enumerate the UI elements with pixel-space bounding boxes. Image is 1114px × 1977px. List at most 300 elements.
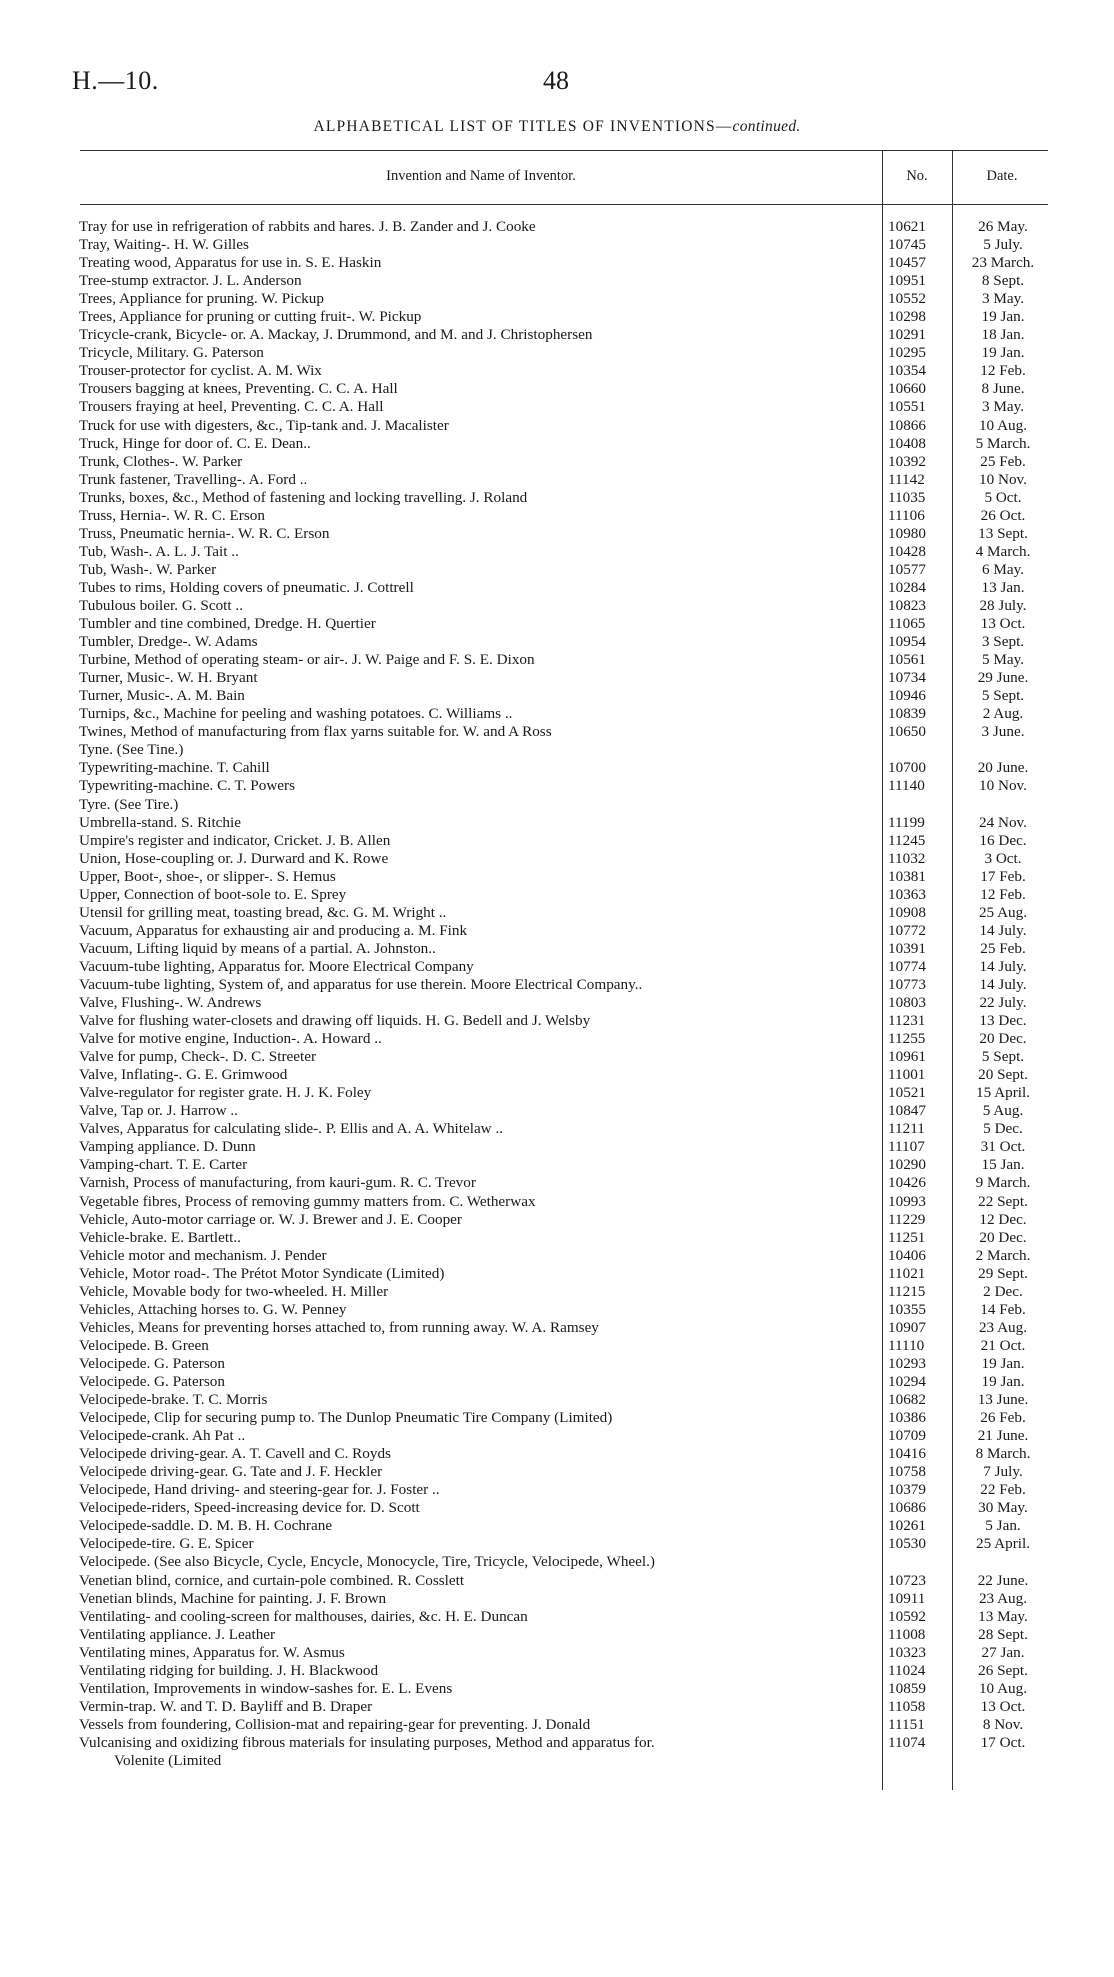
invention-date: 27 Jan.	[981, 1643, 1025, 1661]
list-item	[0, 669, 1114, 687]
list-item	[0, 705, 1114, 723]
invention-date: 19 Jan.	[981, 308, 1025, 326]
invention-title: Valves, Apparatus for calculating slide-. P. Ellis and A. A. Whitelaw ..	[79, 1120, 504, 1138]
invention-number: 11032	[888, 849, 926, 867]
invention-date: 3 Oct.	[984, 849, 1022, 867]
list-item	[0, 687, 1114, 705]
invention-number: 10290	[888, 1156, 926, 1174]
invention-date: 23 March.	[971, 254, 1035, 272]
invention-number: 11074	[888, 1733, 926, 1751]
invention-title: Trunks, boxes, &c., Method of fastening and locking travelling. J. Roland	[79, 488, 528, 506]
invention-title: Tricycle-crank, Bicycle- or. A. Mackay, J. Drummond, and M. and J. Christophersen	[79, 326, 593, 344]
invention-date: 13 Sept.	[978, 524, 1028, 542]
invention-number: 11229	[888, 1210, 926, 1228]
invention-title: Upper, Boot-, shoe-, or slipper-. S. Hemus	[79, 867, 336, 885]
invention-title: Vehicle, Movable body for two-wheeled. H. Miller	[79, 1282, 389, 1300]
list-item	[0, 796, 1114, 814]
list-item	[0, 597, 1114, 615]
list-item	[0, 435, 1114, 453]
list-item	[0, 1463, 1114, 1481]
list-item	[0, 615, 1114, 633]
invention-date: 5 Dec.	[983, 1120, 1023, 1138]
list-item	[0, 1012, 1114, 1030]
invention-number: 10391	[888, 939, 926, 957]
list-item	[0, 1427, 1114, 1445]
list-item	[0, 814, 1114, 832]
invention-title: Turner, Music-. A. M. Bain	[79, 687, 245, 705]
invention-title: Typewriting-machine. C. T. Powers	[79, 777, 296, 795]
list-item	[0, 1626, 1114, 1644]
page-title	[0, 118, 1114, 136]
invention-title: Velocipede. G. Paterson	[79, 1354, 225, 1372]
invention-title: Trunk, Clothes-. W. Parker	[79, 452, 243, 470]
invention-number: 10951	[888, 272, 926, 290]
list-item	[0, 218, 1114, 236]
invention-date: 5 July.	[983, 236, 1023, 254]
list-item	[0, 254, 1114, 272]
list-item	[0, 272, 1114, 290]
list-item	[0, 1481, 1114, 1499]
list-item	[0, 1301, 1114, 1319]
list-item	[0, 1680, 1114, 1698]
list-item	[0, 741, 1114, 759]
invention-number: 10381	[888, 867, 926, 885]
invention-title: Tumbler and tine combined, Dredge. H. Quertier	[79, 615, 376, 633]
invention-title: Turbine, Method of operating steam- or air-. J. W. Paige and F. S. E. Dixon	[79, 651, 535, 669]
page-number: 48	[543, 66, 569, 95]
invention-number: 10682	[888, 1391, 926, 1409]
invention-title: Vehicle, Auto-motor carriage or. W. J. Brewer and J. E. Cooper	[79, 1210, 462, 1228]
list-item	[0, 507, 1114, 525]
list-item	[0, 1409, 1114, 1427]
invention-date: 29 Sept.	[978, 1264, 1028, 1282]
invention-number: 10980	[888, 524, 926, 542]
invention-title: Valve for flushing water-closets and drawing off liquids. H. G. Bedell and J. Welsby	[79, 1012, 591, 1030]
invention-date: 13 Jan.	[981, 578, 1025, 596]
title-continued: continued.	[732, 118, 801, 135]
invention-number: 10700	[888, 759, 926, 777]
invention-date: 16 Dec.	[979, 831, 1027, 849]
list-item	[0, 1572, 1114, 1590]
invention-title: Vehicle motor and mechanism. J. Pender	[79, 1246, 327, 1264]
invention-number: 10298	[888, 308, 926, 326]
list-item	[0, 1030, 1114, 1048]
invention-number: 10758	[888, 1463, 926, 1481]
invention-title: Velocipede-saddle. D. M. B. H. Cochrane	[79, 1517, 333, 1535]
title-main: ALPHABETICAL LIST OF TITLES OF INVENTIONS—	[313, 118, 733, 135]
invention-title: Vacuum-tube lighting, Apparatus for. Moore Electrical Company	[79, 957, 474, 975]
list-item	[0, 561, 1114, 579]
invention-date: 13 May.	[978, 1607, 1028, 1625]
invention-date: 17 Oct.	[980, 1733, 1026, 1751]
list-item	[0, 850, 1114, 868]
invention-date: 12 Feb.	[980, 362, 1026, 380]
invention-date: 28 Sept.	[978, 1625, 1028, 1643]
invention-number: 10660	[888, 380, 926, 398]
invention-title: Utensil for grilling meat, toasting bread, &c. G. M. Wright ..	[79, 903, 447, 921]
list-item	[0, 236, 1114, 254]
invention-title: Trousers bagging at knees, Preventing. C. C. A. Hall	[79, 380, 398, 398]
invention-number: 10592	[888, 1607, 926, 1625]
invention-title: Trees, Appliance for pruning. W. Pickup	[79, 290, 324, 308]
invention-number: 10291	[888, 326, 926, 344]
invention-number: 11065	[888, 615, 926, 633]
invention-number: 11024	[888, 1661, 926, 1679]
list-item	[0, 1535, 1114, 1553]
invention-title: Vulcanising and oxidizing fibrous materials for insulating purposes, Method and apparatus for.	[79, 1733, 655, 1751]
invention-number: 10859	[888, 1679, 926, 1697]
list-item	[0, 326, 1114, 344]
invention-date: 19 Jan.	[981, 1354, 1025, 1372]
invention-title: Vehicle-brake. E. Bartlett..	[79, 1228, 241, 1246]
invention-number: 10954	[888, 633, 926, 651]
invention-number: 11035	[888, 488, 926, 506]
invention-title: Vamping-chart. T. E. Carter	[79, 1156, 248, 1174]
invention-date: 10 Aug.	[978, 416, 1028, 434]
invention-title: Twines, Method of manufacturing from flax yarns suitable for. W. and A Ross	[79, 723, 552, 741]
list-item	[0, 1698, 1114, 1716]
list-item	[0, 1229, 1114, 1247]
list-item	[0, 651, 1114, 669]
invention-date: 9 March.	[975, 1174, 1031, 1192]
list-item	[0, 723, 1114, 741]
invention-title: Velocipede-tire. G. E. Spicer	[79, 1535, 254, 1553]
invention-date: 10 Aug.	[978, 1679, 1028, 1697]
list-item	[0, 579, 1114, 597]
invention-date: 21 Oct.	[980, 1336, 1026, 1354]
invention-date: 8 June.	[981, 380, 1025, 398]
invention-title: Velocipede-brake. T. C. Morris	[79, 1391, 268, 1409]
invention-number: 11058	[888, 1697, 926, 1715]
invention-title: Velocipede, Hand driving- and steering-gear for. J. Foster ..	[79, 1481, 440, 1499]
list-item	[0, 1102, 1114, 1120]
invention-number: 10745	[888, 236, 926, 254]
invention-number: 10961	[888, 1048, 926, 1066]
list-item	[0, 1373, 1114, 1391]
list-item	[0, 886, 1114, 904]
list-item	[0, 868, 1114, 886]
list-item	[0, 1138, 1114, 1156]
invention-number: 10773	[888, 975, 926, 993]
list-item	[0, 1337, 1114, 1355]
invention-title: Valve for motive engine, Induction-. A. Howard ..	[79, 1030, 382, 1048]
invention-number: 11001	[888, 1066, 926, 1084]
invention-number: 10911	[888, 1589, 926, 1607]
invention-title: Vessels from foundering, Collision-mat and repairing-gear for preventing. J. Donald	[79, 1715, 591, 1733]
invention-date: 29 June.	[977, 669, 1029, 687]
invention-title: Tray for use in refrigeration of rabbits and hares. J. B. Zander and J. Cooke	[79, 218, 536, 235]
invention-date: 5 Sept.	[981, 1048, 1025, 1066]
list-item	[0, 1445, 1114, 1463]
invention-title: Umbrella-stand. S. Ritchie	[79, 813, 241, 831]
list-item	[0, 1066, 1114, 1084]
invention-title: Valve, Inflating-. G. E. Grimwood	[79, 1066, 288, 1084]
invention-date: 20 Sept.	[978, 1066, 1028, 1084]
invention-number: 11251	[888, 1228, 926, 1246]
list-item	[0, 1590, 1114, 1608]
header-invention: Invention and Name of Inventor.	[386, 168, 576, 184]
invention-date: 26 Oct.	[980, 506, 1026, 524]
invention-number: 10428	[888, 542, 926, 560]
invention-date: 24 Nov.	[979, 813, 1027, 831]
invention-date: 14 Feb.	[980, 1300, 1026, 1318]
invention-title: Truck for use with digesters, &c., Tip-tank and. J. Macalister	[79, 416, 449, 434]
page-reference: H.—10.	[72, 66, 159, 95]
inventions-list	[0, 218, 1114, 1770]
invention-title: Velocipede. B. Green	[79, 1336, 209, 1354]
invention-number: 10323	[888, 1643, 926, 1661]
invention-number: 10386	[888, 1409, 926, 1427]
invention-number: 10416	[888, 1445, 926, 1463]
list-item	[0, 344, 1114, 362]
list-item	[0, 1644, 1114, 1662]
invention-title: Vacuum-tube lighting, System of, and apparatus for use therein. Moore Electrical Company..	[79, 975, 643, 993]
invention-title: Treating wood, Apparatus for use in. S. E. Haskin	[79, 254, 382, 272]
invention-date: 25 Feb.	[980, 939, 1026, 957]
invention-number: 10839	[888, 705, 926, 723]
invention-date: 18 Jan.	[981, 326, 1025, 344]
invention-title: Volenite (Limited	[114, 1751, 222, 1769]
invention-number: 10552	[888, 290, 926, 308]
invention-date: 8 Nov.	[982, 1715, 1024, 1733]
invention-date: 5 Jan.	[985, 1517, 1021, 1535]
invention-date: 14 July.	[979, 975, 1027, 993]
invention-number: 10293	[888, 1354, 926, 1372]
invention-date: 12 Dec.	[979, 1210, 1027, 1228]
invention-number: 10561	[888, 651, 926, 669]
invention-number: 10803	[888, 994, 926, 1012]
invention-number: 10379	[888, 1481, 926, 1499]
invention-title: Trees, Appliance for pruning or cutting fruit-. W. Pickup	[79, 308, 422, 326]
invention-title: Venetian blind, cornice, and curtain-pole combined. R. Cosslett	[79, 1571, 465, 1589]
invention-date: 3 May.	[981, 398, 1025, 416]
invention-number: 10551	[888, 398, 926, 416]
invention-date: 25 Feb.	[980, 452, 1026, 470]
list-item	[0, 1716, 1114, 1734]
list-item	[0, 1391, 1114, 1409]
invention-date: 31 Oct.	[980, 1138, 1026, 1156]
list-item	[0, 1156, 1114, 1174]
invention-title: Ventilating mines, Apparatus for. W. Asmus	[79, 1643, 345, 1661]
invention-number: 10907	[888, 1318, 926, 1336]
invention-date: 26 Sept.	[978, 1661, 1028, 1679]
invention-number: 11142	[888, 470, 925, 488]
invention-title: Tubulous boiler. G. Scott ..	[79, 596, 243, 614]
list-item	[0, 525, 1114, 543]
list-item	[0, 1120, 1114, 1138]
list-item	[0, 1608, 1114, 1626]
header-top-rule	[80, 150, 1048, 151]
list-item	[0, 832, 1114, 850]
invention-number: 11151	[888, 1715, 925, 1733]
invention-number: 10621	[888, 218, 926, 235]
invention-number: 10406	[888, 1246, 926, 1264]
invention-number: 11231	[888, 1012, 926, 1030]
invention-title: Upper, Connection of boot-sole to. E. Sprey	[79, 885, 347, 903]
invention-date: 5 Sept.	[981, 687, 1025, 705]
invention-date: 6 May.	[981, 560, 1025, 578]
list-item	[0, 453, 1114, 471]
invention-number: 10866	[888, 416, 926, 434]
invention-number: 10354	[888, 362, 926, 380]
invention-number: 10261	[888, 1517, 926, 1535]
invention-date: 21 June.	[977, 1427, 1029, 1445]
list-item	[0, 543, 1114, 561]
invention-title: Union, Hose-coupling or. J. Durward and K. Rowe	[79, 849, 389, 867]
invention-number: 10294	[888, 1373, 926, 1390]
invention-date: 20 Dec.	[979, 1030, 1027, 1048]
invention-title: Ventilating appliance. J. Leather	[79, 1625, 276, 1643]
invention-number: 11211	[888, 1120, 925, 1138]
invention-title: Velocipede, Clip for securing pump to. The Dunlop Pneumatic Tire Company (Limited)	[79, 1409, 613, 1427]
invention-number: 10709	[888, 1427, 926, 1445]
invention-date: 2 March.	[975, 1246, 1031, 1264]
invention-title: Truss, Hernia-. W. R. C. Erson	[79, 506, 265, 524]
invention-date: 7 July.	[983, 1463, 1023, 1481]
invention-title: Tricycle, Military. G. Paterson	[79, 344, 264, 362]
invention-title: Velocipede. G. Paterson	[79, 1373, 225, 1390]
invention-date: 25 Aug.	[978, 903, 1028, 921]
invention-title: Vacuum, Lifting liquid by means of a partial. A. Johnston..	[79, 939, 436, 957]
invention-number: 10686	[888, 1499, 926, 1517]
invention-number: 10577	[888, 560, 926, 578]
list-item	[0, 1283, 1114, 1301]
invention-date: 13 June.	[977, 1391, 1029, 1409]
invention-date: 22 Feb.	[980, 1481, 1026, 1499]
invention-date: 3 May.	[981, 290, 1025, 308]
invention-title: Velocipede driving-gear. G. Tate and J. F. Heckler	[79, 1463, 383, 1481]
invention-date: 26 May.	[978, 218, 1028, 235]
invention-date: 5 March.	[975, 434, 1031, 452]
invention-title: Tree-stump extractor. J. L. Anderson	[79, 272, 302, 290]
invention-title: Vegetable fibres, Process of removing gummy matters from. C. Wetherwax	[79, 1192, 536, 1210]
list-item	[0, 290, 1114, 308]
invention-title: Vermin-trap. W. and T. D. Bayliff and B. Draper	[79, 1697, 373, 1715]
invention-title: Tub, Wash-. W. Parker	[79, 560, 217, 578]
invention-date: 12 Feb.	[980, 885, 1026, 903]
invention-date: 13 Oct.	[980, 1697, 1026, 1715]
list-item	[0, 1662, 1114, 1680]
invention-date: 13 Oct.	[980, 615, 1026, 633]
invention-title: Valve for pump, Check-. D. C. Streeter	[79, 1048, 317, 1066]
invention-date: 20 Dec.	[979, 1228, 1027, 1246]
list-item	[0, 759, 1114, 777]
list-item	[0, 489, 1114, 507]
invention-title: Varnish, Process of manufacturing, from kauri-gum. R. C. Trevor	[79, 1174, 476, 1192]
invention-date: 30 May.	[978, 1499, 1028, 1517]
list-item	[0, 1193, 1114, 1211]
header-date: Date.	[986, 168, 1018, 184]
list-item	[0, 1048, 1114, 1066]
invention-number: 11255	[888, 1030, 926, 1048]
header-bottom-rule	[80, 204, 1048, 205]
invention-title: Tub, Wash-. A. L. J. Tait ..	[79, 542, 239, 560]
invention-date: 14 July.	[979, 957, 1027, 975]
invention-number: 10426	[888, 1174, 926, 1192]
invention-number: 11107	[888, 1138, 925, 1156]
invention-date: 4 March.	[975, 542, 1031, 560]
list-item	[0, 1499, 1114, 1517]
invention-number: 10457	[888, 254, 926, 272]
invention-date: 23 Aug.	[978, 1589, 1028, 1607]
invention-number: 11215	[888, 1282, 926, 1300]
invention-title: Trousers fraying at heel, Preventing. C. C. A. Hall	[79, 398, 384, 416]
invention-title: Trouser-protector for cyclist. A. M. Wix	[79, 362, 322, 380]
invention-title: Typewriting-machine. T. Cahill	[79, 759, 270, 777]
invention-title: Ventilation, Improvements in window-sashes for. E. L. Evens	[79, 1679, 453, 1697]
list-item	[0, 958, 1114, 976]
invention-date: 15 Jan.	[981, 1156, 1025, 1174]
invention-title: Vamping appliance. D. Dunn	[79, 1138, 256, 1156]
invention-title: Ventilating ridging for building. J. H. Blackwood	[79, 1661, 379, 1679]
invention-title: Umpire's register and indicator, Cricket. J. B. Allen	[79, 831, 391, 849]
list-item	[0, 940, 1114, 958]
invention-date: 14 July.	[979, 921, 1027, 939]
invention-title: Turner, Music-. W. H. Bryant	[79, 669, 258, 687]
invention-date: 17 Feb.	[980, 867, 1026, 885]
invention-date: 28 July.	[979, 596, 1027, 614]
invention-date: 25 April.	[975, 1535, 1030, 1553]
invention-number: 10284	[888, 578, 926, 596]
invention-number: 11140	[888, 777, 925, 795]
invention-number: 10774	[888, 957, 926, 975]
invention-date: 8 March.	[975, 1445, 1031, 1463]
invention-date: 3 Sept.	[981, 633, 1025, 651]
list-item	[0, 1517, 1114, 1535]
invention-number: 11199	[888, 813, 925, 831]
invention-title: Truss, Pneumatic hernia-. W. R. C. Erson	[79, 524, 330, 542]
invention-number: 11008	[888, 1625, 926, 1643]
list-item	[0, 1734, 1114, 1752]
invention-title: Vehicles, Means for preventing horses attached to, from running away. W. A. Ramsey	[79, 1318, 599, 1336]
invention-date: 5 Oct.	[984, 488, 1022, 506]
invention-date: 19 Jan.	[981, 344, 1025, 362]
list-item	[0, 308, 1114, 326]
invention-number: 10650	[888, 723, 926, 741]
invention-number: 10772	[888, 921, 926, 939]
invention-number: 10408	[888, 434, 926, 452]
invention-number: 10823	[888, 596, 926, 614]
invention-date: 10 Nov.	[979, 777, 1027, 795]
invention-title: Tyne. (See Tine.)	[79, 741, 184, 759]
invention-date: 13 Dec.	[979, 1012, 1027, 1030]
invention-date: 19 Jan.	[981, 1373, 1025, 1390]
invention-title: Venetian blinds, Machine for painting. J. F. Brown	[79, 1589, 387, 1607]
invention-title: Velocipede-crank. Ah Pat ..	[79, 1427, 246, 1445]
list-item	[0, 1265, 1114, 1283]
list-item	[0, 994, 1114, 1012]
invention-date: 10 Nov.	[979, 470, 1027, 488]
invention-number: 10295	[888, 344, 926, 362]
invention-title: Tray, Waiting-. H. W. Gilles	[79, 236, 249, 254]
invention-date: 5 Aug.	[982, 1102, 1024, 1120]
header-no: No.	[906, 168, 928, 184]
invention-number: 10847	[888, 1102, 926, 1120]
invention-title: Valve, Flushing-. W. Andrews	[79, 994, 262, 1012]
invention-title: Valve, Tap or. J. Harrow ..	[79, 1102, 238, 1120]
invention-title: Vacuum, Apparatus for exhausting air and producing a. M. Fink	[79, 921, 468, 939]
invention-date: 26 Feb.	[980, 1409, 1026, 1427]
list-item	[0, 922, 1114, 940]
invention-date: 20 June.	[977, 759, 1029, 777]
invention-number: 10723	[888, 1571, 926, 1589]
invention-title: Turnips, &c., Machine for peeling and washing potatoes. C. Williams ..	[79, 705, 513, 723]
invention-number: 10355	[888, 1300, 926, 1318]
list-item	[0, 1355, 1114, 1373]
list-item	[0, 1247, 1114, 1265]
invention-number: 10908	[888, 903, 926, 921]
invention-number: 10363	[888, 885, 926, 903]
